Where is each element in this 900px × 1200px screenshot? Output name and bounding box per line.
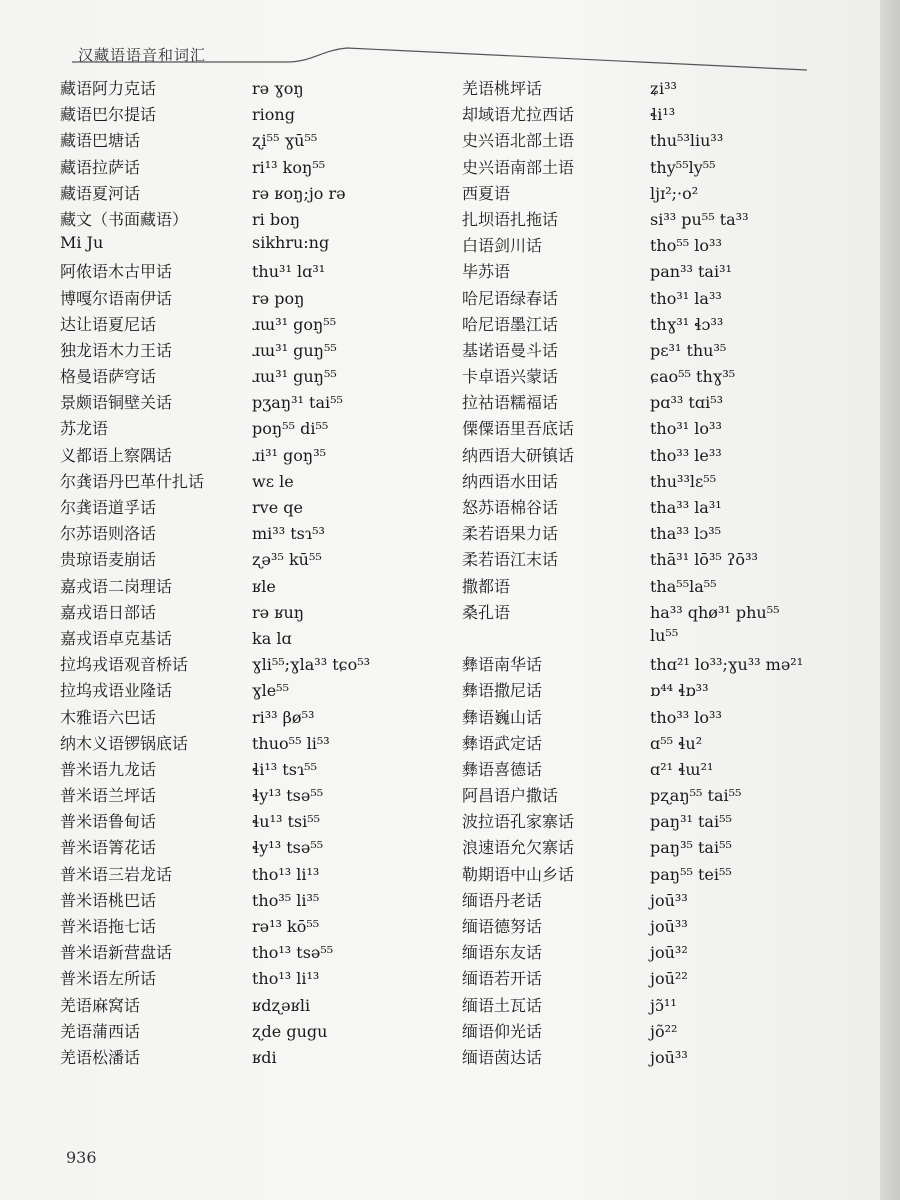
- entry-row: [60, 338, 440, 364]
- phonetic-form: tho¹³ li¹³: [252, 969, 320, 989]
- language-name: 柔若语江末话: [462, 550, 559, 570]
- phonetic-form: ɒ⁴⁴ ɬɒ³³: [650, 681, 709, 701]
- entry-row: [60, 286, 440, 312]
- phonetic-form: ɬu¹³ tsi⁵⁵: [252, 812, 321, 832]
- entry-row: [60, 966, 440, 992]
- phonetic-form: sikhru:ng: [252, 233, 330, 253]
- phonetic-form: riong: [252, 105, 295, 125]
- phonetic-form: mi³³ tsɿ⁵³: [252, 524, 325, 544]
- entry-row: [60, 600, 440, 626]
- phonetic-form: rə poŋ: [252, 288, 305, 308]
- phonetic-form: paŋ³¹ tai⁵⁵: [650, 812, 732, 832]
- language-name: 白语剑川话: [462, 236, 543, 256]
- running-header: 汉藏语语音和词汇: [78, 46, 207, 64]
- language-name: 苏龙语: [60, 419, 109, 439]
- entry-row: [60, 259, 440, 285]
- entry-row: [462, 835, 862, 861]
- language-name: 彝语巍山话: [462, 707, 543, 727]
- language-name: 拉祜语糯福话: [462, 393, 559, 413]
- phonetic-form: thu³³lɛ⁵⁵: [650, 471, 717, 491]
- phonetic-form: ʁle: [252, 576, 276, 596]
- language-name: 却域语尤拉西话: [462, 105, 575, 125]
- entry-row: [462, 364, 862, 390]
- language-name: 贵琼语麦崩话: [60, 550, 157, 570]
- language-name: 缅语丹老话: [462, 890, 543, 910]
- phonetic-form: ɬy¹³ tsə⁵⁵: [252, 786, 324, 806]
- entry-row: [60, 102, 440, 128]
- entry-row: [462, 547, 862, 573]
- phonetic-form: ɣli⁵⁵;ɣla³³ tɕo⁵³: [252, 655, 371, 675]
- entry-row: [60, 652, 440, 678]
- entry-row: [60, 626, 440, 652]
- language-name: 彝语武定话: [462, 733, 543, 753]
- language-name: 波拉语孔家寨话: [462, 812, 575, 832]
- entry-row: [60, 731, 440, 757]
- language-name: 藏语拉萨话: [60, 157, 141, 177]
- phonetic-form: paŋ³⁵ tai⁵⁵: [650, 838, 732, 858]
- language-name: 拉坞戎语观音桥话: [60, 655, 189, 675]
- entry-row: [462, 678, 862, 704]
- language-name: 西夏语: [462, 183, 511, 203]
- phonetic-form: ɑ⁵⁵ ɬu²: [650, 733, 703, 753]
- language-name: 藏语阿力克话: [60, 79, 157, 98]
- phonetic-form: pɑ³³ tɑi⁵³: [650, 393, 724, 413]
- entry-row: [60, 809, 440, 835]
- entry-row: [462, 757, 862, 783]
- language-name: 怒苏语棉谷话: [462, 498, 559, 517]
- phonetic-form: pʒaŋ³¹ tai⁵⁵: [252, 393, 343, 413]
- entry-row: [60, 940, 440, 966]
- entry-row: [462, 1045, 862, 1071]
- phonetic-form: rə¹³ kō⁵⁵: [252, 917, 320, 936]
- entry-row: [60, 469, 440, 495]
- entry-row: [60, 128, 440, 154]
- phonetic-form: ʐi⁵⁵ ɣū⁵⁵: [252, 131, 318, 151]
- phonetic-form: lu⁵⁵: [650, 625, 679, 645]
- language-name: 桑孔语: [462, 602, 511, 622]
- phonetic-form: thɑ²¹ lo³³;ɣu³³ mə²¹: [650, 655, 804, 675]
- language-name: 缅语若开话: [462, 969, 543, 989]
- phonetic-form: rə ɣoŋ: [252, 79, 304, 98]
- entry-row: [60, 181, 440, 207]
- language-name: 史兴语北部土语: [462, 131, 575, 151]
- phonetic-form: rə ʁoŋ;jo rə: [252, 183, 346, 203]
- language-name: 普米语左所话: [60, 969, 157, 989]
- phonetic-form: rə ʁuŋ: [252, 602, 305, 622]
- phonetic-form: tha³³ lɔ³⁵: [650, 524, 722, 544]
- language-name: Mi Ju: [60, 233, 104, 253]
- phonetic-form: ɹɯ³¹ guŋ⁵⁵: [252, 367, 337, 387]
- phonetic-form: ʁdi: [252, 1047, 277, 1067]
- entry-row: [462, 888, 862, 914]
- language-name: 普米语三岩龙话: [60, 864, 173, 884]
- entry-row: [462, 312, 862, 338]
- language-name: 羌语桃坪话: [462, 79, 543, 98]
- entry-row: [60, 993, 440, 1019]
- phonetic-form: ljɪ²;·o²: [650, 183, 699, 203]
- phonetic-form: ri³³ βø⁵³: [252, 707, 315, 727]
- language-name: 阿昌语户撒话: [462, 786, 559, 806]
- phonetic-form: tho³³ lo³³: [650, 707, 722, 727]
- language-name: 普米语新营盘话: [60, 943, 173, 963]
- entry-row: [462, 783, 862, 809]
- phonetic-form: tha³³ la³¹: [650, 498, 722, 517]
- phonetic-form: pan³³ tai³¹: [650, 262, 732, 282]
- language-name: 义都语上察隅话: [60, 445, 173, 465]
- entry-row: [462, 862, 862, 888]
- phonetic-form: tho³⁵ li³⁵: [252, 890, 320, 910]
- phonetic-form: ha³³ qhø³¹ phu⁵⁵: [650, 602, 780, 622]
- phonetic-form: ɕao⁵⁵ thɣ³⁵: [650, 367, 736, 387]
- phonetic-form: pɛ³¹ thu³⁵: [650, 340, 727, 360]
- phonetic-form: joū³³: [650, 917, 688, 936]
- language-name: 浪速语允欠寨话: [462, 838, 575, 858]
- entry-row: [60, 1019, 440, 1045]
- language-name: 纳木义语锣锅底话: [60, 733, 189, 753]
- phonetic-form: tho¹³ li¹³: [252, 864, 320, 884]
- language-name: 彝语撒尼话: [462, 681, 543, 701]
- entry-row: [60, 1045, 440, 1071]
- phonetic-form: poŋ⁵⁵ di⁵⁵: [252, 419, 329, 439]
- phonetic-form: thā³¹ lō³⁵ ʔō³³: [650, 550, 758, 570]
- entry-row: [60, 783, 440, 809]
- language-name: 羌语松潘话: [60, 1047, 141, 1067]
- entry-row: [462, 181, 862, 207]
- phonetic-form: ɹi³¹ goŋ³⁵: [252, 445, 327, 465]
- phonetic-form: ɑ²¹ ɬɯ²¹: [650, 759, 714, 779]
- phonetic-form: tho³³ le³³: [650, 445, 722, 465]
- entry-row: [60, 574, 440, 600]
- entry-row: [60, 862, 440, 888]
- language-name: 缅语仰光话: [462, 1021, 543, 1041]
- language-name: 景颇语铜壁关话: [60, 393, 173, 413]
- entry-row: [60, 443, 440, 469]
- entry-row: [60, 521, 440, 547]
- phonetic-form: ɬi¹³: [650, 105, 676, 125]
- language-name: 缅语德努话: [462, 917, 543, 936]
- phonetic-form: ʁdʐəʁli: [252, 995, 311, 1015]
- phonetic-form: joū³²: [650, 943, 688, 963]
- entry-row: [462, 600, 862, 626]
- language-name: 普米语九龙话: [60, 759, 157, 779]
- phonetic-form: tho¹³ tsə⁵⁵: [252, 943, 334, 963]
- language-name: 嘉戎语日部话: [60, 602, 157, 622]
- language-name: 藏语巴尔提话: [60, 105, 157, 125]
- entry-row: [462, 626, 862, 652]
- entry-row: [60, 312, 440, 338]
- language-name: 哈尼语绿春话: [462, 288, 559, 308]
- entry-row: [462, 286, 862, 312]
- right-column: [462, 76, 862, 1071]
- phonetic-form: ɹɯ³¹ goŋ⁵⁵: [252, 314, 337, 334]
- entry-row: [462, 966, 862, 992]
- language-name: 毕苏语: [462, 262, 511, 282]
- language-name: 普米语拖七话: [60, 917, 157, 936]
- language-name: 博嘎尔语南伊话: [60, 288, 173, 308]
- entry-row: [60, 705, 440, 731]
- language-name: 藏文（书面藏语）: [60, 209, 189, 229]
- phonetic-form: joū³³: [650, 890, 688, 910]
- language-name: 尔龚语丹巴革什扎话: [60, 471, 205, 491]
- entry-row: [60, 416, 440, 442]
- language-name: 彝语南华话: [462, 655, 543, 675]
- page-number: 936: [66, 1148, 97, 1167]
- entry-row: [462, 338, 862, 364]
- entry-row: [60, 914, 440, 940]
- language-name: 羌语蒲西话: [60, 1021, 141, 1041]
- language-name: 拉坞戎语业隆话: [60, 681, 173, 701]
- entry-row: [462, 76, 862, 102]
- phonetic-form: tha⁵⁵la⁵⁵: [650, 576, 717, 596]
- entry-row: [462, 993, 862, 1019]
- phonetic-form: pʐaŋ⁵⁵ tai⁵⁵: [650, 786, 742, 806]
- entry-row: [462, 574, 862, 600]
- entry-row: [462, 731, 862, 757]
- phonetic-form: joū³³: [650, 1047, 688, 1067]
- phonetic-form: thy⁵⁵ly⁵⁵: [650, 157, 716, 177]
- language-name: 达让语夏尼话: [60, 314, 157, 334]
- entry-row: [462, 940, 862, 966]
- language-name: 纳西语大研镇话: [462, 445, 575, 465]
- entry-row: [462, 259, 862, 285]
- entry-row: [60, 495, 440, 521]
- language-name: 纳西语水田话: [462, 471, 559, 491]
- entry-row: [60, 207, 440, 233]
- entry-row: [462, 469, 862, 495]
- phonetic-form: jɔ̃¹¹: [650, 995, 677, 1015]
- phonetic-form: ʐde gugu: [252, 1021, 328, 1041]
- language-name: 基诺语曼斗话: [462, 340, 559, 360]
- entry-row: [462, 521, 862, 547]
- language-name: 尔龚语道孚话: [60, 498, 157, 517]
- language-name: 格曼语萨穹话: [60, 367, 157, 387]
- page-edge: [880, 0, 900, 1200]
- entry-row: [462, 416, 862, 442]
- entry-row: [60, 547, 440, 573]
- entry-row: [462, 914, 862, 940]
- phonetic-form: wɛ le: [252, 471, 294, 491]
- entry-row: [60, 390, 440, 416]
- phonetic-form: paŋ⁵⁵ tei⁵⁵: [650, 864, 732, 884]
- entry-row: [462, 705, 862, 731]
- phonetic-form: ɬy¹³ tsə⁵⁵: [252, 838, 324, 858]
- phonetic-form: ʑi³³: [650, 79, 677, 98]
- entry-row: [462, 495, 862, 521]
- entry-row: [462, 652, 862, 678]
- language-name: 普米语箐花话: [60, 838, 157, 858]
- language-name: 缅语茵达话: [462, 1047, 543, 1067]
- phonetic-form: ɬi¹³ tsɿ⁵⁵: [252, 759, 318, 779]
- phonetic-form: joū²²: [650, 969, 688, 989]
- language-name: 柔若语果力话: [462, 524, 559, 544]
- entry-row: [462, 155, 862, 181]
- entry-row: [462, 390, 862, 416]
- entry-row: [462, 1019, 862, 1045]
- language-name: 羌语麻窝话: [60, 995, 141, 1015]
- entry-row: [462, 207, 862, 233]
- phonetic-form: jõ²²: [650, 1021, 678, 1041]
- language-name: 藏语巴塘话: [60, 131, 141, 151]
- language-name: 普米语兰坪话: [60, 786, 157, 806]
- language-name: 撒都语: [462, 576, 511, 596]
- phonetic-form: ɣle⁵⁵: [252, 681, 289, 701]
- language-name: 阿侬语木古甲话: [60, 262, 173, 282]
- language-name: 嘉戎语二岗理话: [60, 576, 173, 596]
- language-name: 木雅语六巴话: [60, 707, 157, 727]
- phonetic-form: thuo⁵⁵ li⁵³: [252, 733, 330, 753]
- language-name: 普米语桃巴话: [60, 890, 157, 910]
- phonetic-form: si³³ pu⁵⁵ ta³³: [650, 209, 749, 229]
- entry-row: [60, 155, 440, 181]
- entry-row: [60, 757, 440, 783]
- language-name: 扎坝语扎拖话: [462, 209, 559, 229]
- language-name: 卡卓语兴蒙话: [462, 367, 559, 387]
- language-name: 傈僳语里吾底话: [462, 419, 575, 439]
- entry-row: [60, 888, 440, 914]
- phonetic-form: thɣ³¹ ɬɔ³³: [650, 314, 724, 334]
- phonetic-form: ɹɯ³¹ guŋ⁵⁵: [252, 340, 337, 360]
- entry-row: [462, 809, 862, 835]
- language-name: 藏语夏河话: [60, 183, 141, 203]
- phonetic-form: ka lɑ: [252, 628, 292, 648]
- language-name: 普米语鲁甸话: [60, 812, 157, 832]
- language-name: 独龙语木力王话: [60, 340, 173, 360]
- entry-row: [462, 128, 862, 154]
- phonetic-form: tho³¹ la³³: [650, 288, 722, 308]
- language-name: 嘉戎语卓克基话: [60, 628, 173, 648]
- left-column: [60, 76, 440, 1071]
- phonetic-form: thu³¹ lɑ³¹: [252, 262, 326, 282]
- entry-row: [462, 233, 862, 259]
- entry-row: [60, 76, 440, 102]
- entry-row: [60, 678, 440, 704]
- language-name: 缅语东友话: [462, 943, 543, 963]
- entry-row: [60, 233, 440, 259]
- phonetic-form: ri¹³ koŋ⁵⁵: [252, 157, 326, 177]
- language-name: 尔苏语则洛话: [60, 524, 157, 544]
- entry-row: [60, 364, 440, 390]
- phonetic-form: tho³¹ lo³³: [650, 419, 722, 439]
- entry-row: [462, 102, 862, 128]
- language-name: 缅语土瓦话: [462, 995, 543, 1015]
- phonetic-form: ri boŋ: [252, 209, 301, 229]
- language-name: 哈尼语墨江话: [462, 314, 559, 334]
- phonetic-form: ʐə³⁵ kū⁵⁵: [252, 550, 322, 570]
- entry-row: [60, 835, 440, 861]
- phonetic-form: tho⁵⁵ lo³³: [650, 236, 722, 256]
- language-name: 彝语喜德话: [462, 759, 543, 779]
- language-name: 勒期语中山乡话: [462, 864, 575, 884]
- language-name: 史兴语南部土语: [462, 157, 575, 177]
- phonetic-form: thu⁵³liu³³: [650, 131, 724, 151]
- entry-row: [462, 443, 862, 469]
- phonetic-form: rve qe: [252, 498, 303, 517]
